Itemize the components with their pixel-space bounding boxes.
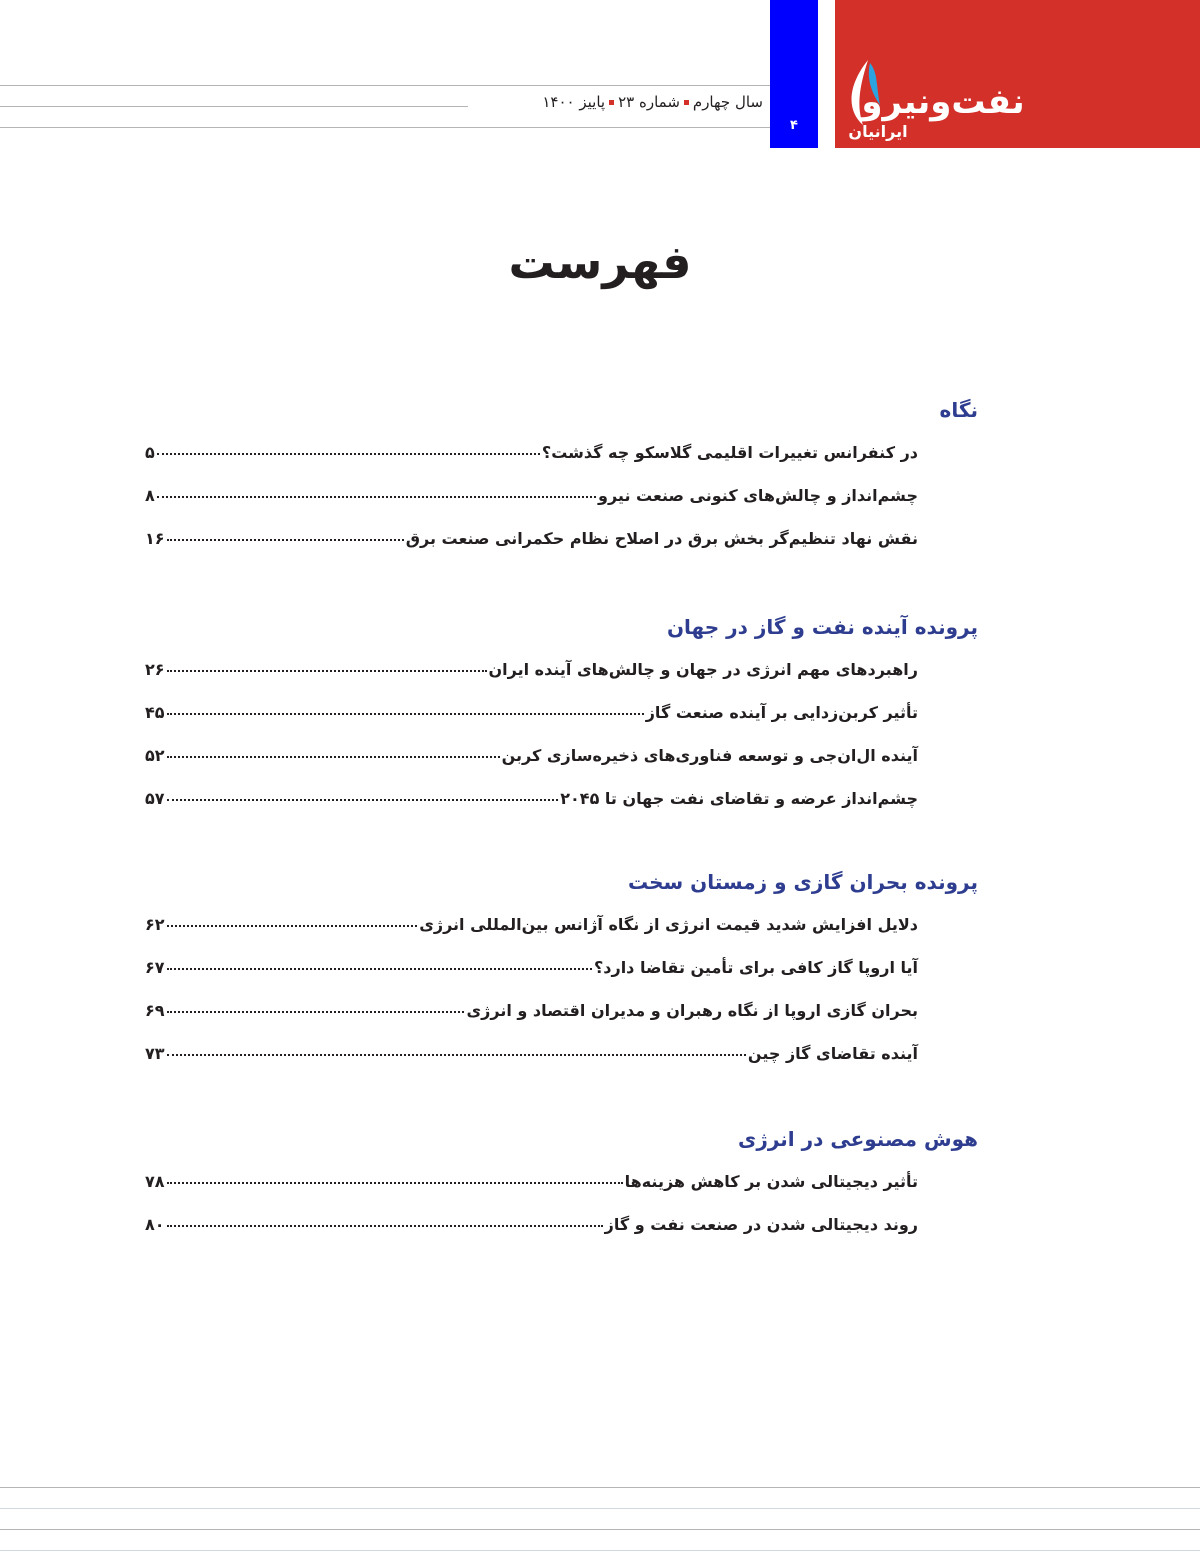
separator-dot [684,100,689,105]
entry-title: چشم‌انداز عرضه و تقاضای نفت جهان تا ۲۰۴۵ [560,789,918,808]
toc-entry[interactable] [145,1044,918,1087]
entry-title: دلایل افزایش شدید قیمت انرژی از نگاه آژانس بین‌المللی انرژی [419,915,918,934]
footer-rule [0,1508,1200,1509]
entry-title: در کنفرانس تغییرات اقلیمی گلاسکو چه گذشت؟ [541,443,918,462]
dot-leader [167,1011,465,1013]
dot-leader [167,1054,746,1056]
toc-entry[interactable] [145,746,918,789]
dot-leader [167,1182,623,1184]
dot-leader [167,925,418,927]
dot-leader [167,713,644,715]
dot-leader [167,670,487,672]
entry-title: روند دیجیتالی شدن در صنعت نفت و گاز [604,1215,918,1234]
svg-text:نفت‌و‌نیرو: نفت‌و‌نیرو [861,82,1025,122]
entry-page: ۶۹ [145,1001,165,1020]
toc-entry[interactable] [145,958,918,1001]
entry-page: ۶۷ [145,958,165,977]
entry-page: ۲۶ [145,660,165,679]
footer-rule [0,1550,1200,1551]
entry-page: ۵۲ [145,746,165,765]
toc-entry[interactable] [145,1172,918,1215]
entry-title: آینده ال‌ان‌جی و توسعه فناوری‌های ذخیره‌سازی کربن [501,746,918,765]
entry-page: ۵ [145,443,155,462]
header-rule [0,85,770,86]
toc-entry[interactable] [145,915,918,958]
toc-section [145,398,978,572]
toc-entry[interactable] [145,703,918,746]
issue-number: شماره ۲۳ [618,93,680,111]
entry-title: تأثیر دیجیتالی شدن بر کاهش هزینه‌ها [624,1172,918,1191]
footer-rule [0,1487,1200,1488]
toc-section [145,870,978,1087]
entry-page: ۷۳ [145,1044,165,1063]
entry-title: نقش نهاد تنظیم‌گر بخش برق در اصلاح نظام حکمرانی صنعت برق [405,529,918,548]
section-heading: هوش مصنوعی در انرژی [737,1127,978,1151]
toc-section [145,1127,978,1258]
entry-title: چشم‌انداز و چالش‌های کنونی صنعت نیرو [598,486,918,505]
page-title: فهرست [508,235,692,289]
toc-entry[interactable] [145,1215,918,1258]
entry-page: ۴۵ [145,703,165,722]
footer-rule [0,1529,1200,1530]
separator-dot [609,100,614,105]
dot-leader [167,968,592,970]
issue-year: سال چهارم [692,93,763,111]
toc-entry[interactable] [145,486,918,529]
svg-text:ایرانیان: ایرانیان [848,122,908,141]
entry-title: بحران گازی اروپا از نگاه رهبران و مدیران اقتصاد و انرژی [466,1001,918,1020]
toc-entry[interactable] [145,789,918,832]
dot-leader [157,453,540,455]
issue-season: پاییز ۱۴۰۰ [542,93,606,111]
dot-leader [167,756,500,758]
entry-title: آینده تقاضای گاز چین [747,1044,918,1063]
section-heading: پرونده آینده نفت و گاز در جهان [666,615,978,639]
entry-title: تأثیر کربن‌زدایی بر آینده صنعت گاز [645,703,918,722]
entry-page: ۶۲ [145,915,165,934]
brand-logo [848,55,1028,145]
toc-entry[interactable] [145,1001,918,1044]
entry-page: ۷۸ [145,1172,165,1191]
section-heading: پرونده بحران گازی و زمستان سخت [627,870,978,894]
page-number: ۴ [790,118,798,133]
entry-page: ۸۰ [145,1215,165,1234]
entry-title: آیا اروپا گاز کافی برای تأمین تقاضا دارد؟ [593,958,918,977]
toc-entry[interactable] [145,443,918,486]
dot-leader [167,1225,603,1227]
issue-info [542,93,763,111]
entry-page: ۵۷ [145,789,165,808]
toc-entry[interactable] [145,529,918,572]
header-rule [0,127,770,128]
entry-title: راهبردهای مهم انرژی در جهان و چالش‌های آینده ایران [488,660,918,679]
entry-page: ۱۶ [145,529,165,548]
dot-leader [157,496,596,498]
toc-entry[interactable] [145,660,918,703]
dot-leader [167,539,404,541]
toc-section [145,615,978,832]
section-heading: نگاه [939,398,978,422]
dot-leader [167,799,559,801]
entry-page: ۸ [145,486,155,505]
header-rule [0,106,468,107]
